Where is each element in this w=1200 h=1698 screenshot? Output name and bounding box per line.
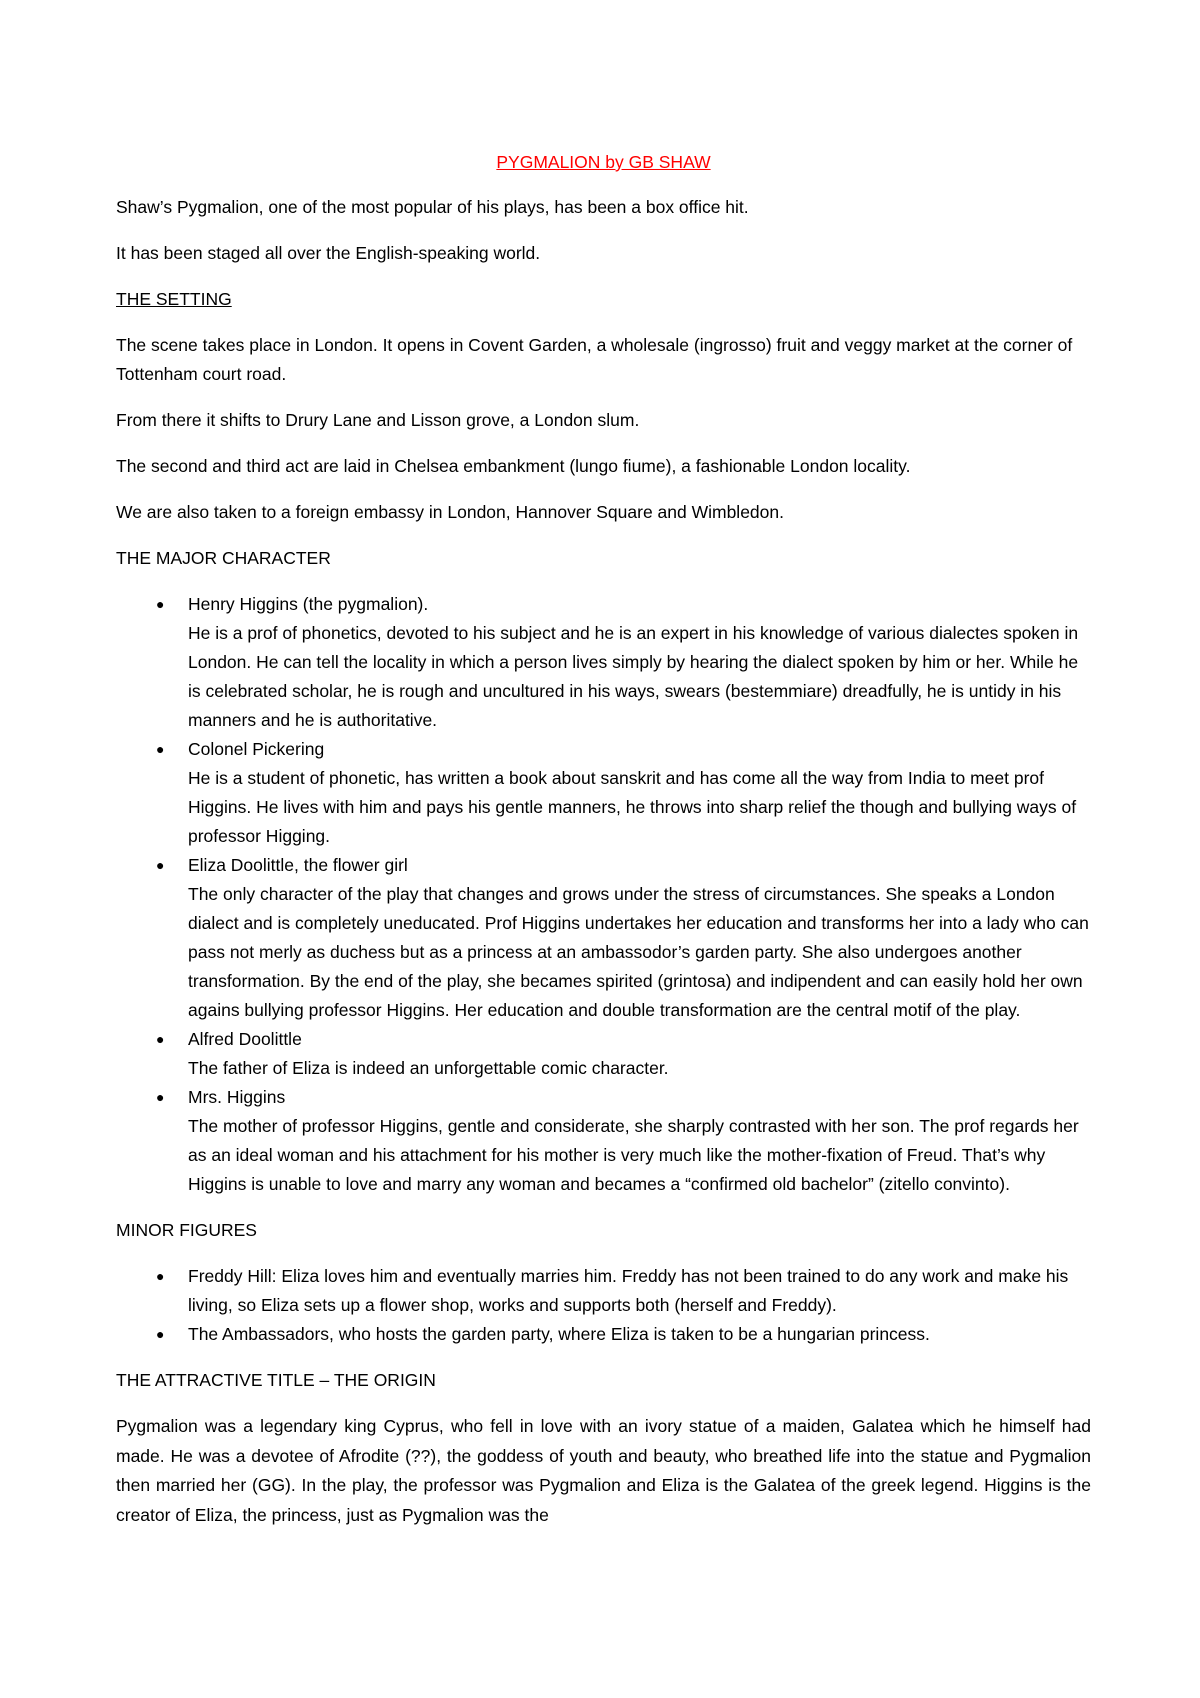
character-description: He is a student of phonetic, has written a book about sanskrit and has come all the way from India to meet prof Higgins. He lives with him and pays his gentle manners, he throws into sharp relief the though and bullying ways of professor Higging.	[188, 768, 1077, 846]
origin-heading: THE ATTRACTIVE TITLE – THE ORIGIN	[116, 1370, 436, 1390]
list-item	[116, 1262, 1091, 1320]
list-item	[116, 851, 1091, 1025]
minor-figures-list	[116, 1262, 1091, 1349]
list-item	[116, 1320, 1091, 1349]
origin-paragraph: Pygmalion was a legendary king Cyprus, who fell in love with an ivory statue of a maiden, Galatea which he himself had made. He was a devotee of Afrodite (??), the goddess of youth and beauty, who breathed life into the statue and Pygmalion then married her (GG). In the play, the professor was Pygmalion and Eliza is the Galatea of the greek legend. Higgins is the creator of Eliza, the princess, just as Pygmalion was the	[116, 1416, 1091, 1525]
character-name: Eliza Doolittle, the flower girl	[188, 855, 408, 875]
intro-paragraph: It has been staged all over the English-speaking world.	[116, 243, 541, 263]
bullet-icon: ●	[156, 1089, 165, 1105]
setting-paragraph: The second and third act are laid in Chelsea embankment (lungo fiume), a fashionable London locality.	[116, 456, 911, 476]
character-description: The mother of professor Higgins, gentle and considerate, she sharply contrasted with her son. The prof regards her as an ideal woman and his attachment for his mother is very much like the mother-fixation of Freud. That’s why Higgins is unable to love and marry any woman and becames a “confirmed old bachelor” (zitello convinto).	[188, 1116, 1079, 1194]
bullet-icon: ●	[156, 741, 165, 757]
character-name: Colonel Pickering	[188, 739, 325, 759]
character-description: The father of Eliza is indeed an unforgettable comic character.	[188, 1058, 669, 1078]
character-name: Alfred Doolittle	[188, 1029, 302, 1049]
character-name: Henry Higgins (the pygmalion).	[188, 594, 429, 614]
setting-paragraph: From there it shifts to Drury Lane and Lisson grove, a London slum.	[116, 410, 640, 430]
setting-heading: THE SETTING	[116, 289, 232, 309]
minor-figure-text: Freddy Hill: Eliza loves him and eventually marries him. Freddy has not been trained to do any work and make his living, so Eliza sets up a flower shop, works and supports both (herself and Freddy).	[188, 1266, 1069, 1315]
document-title: PYGMALION by GB SHAW	[496, 152, 711, 172]
setting-paragraph: We are also taken to a foreign embassy in London, Hannover Square and Wimbledon.	[116, 502, 784, 522]
list-item	[116, 1083, 1091, 1199]
list-item	[116, 1025, 1091, 1083]
character-description: The only character of the play that changes and grows under the stress of circumstances. She speaks a London dialect and is completely uneducated. Prof Higgins undertakes her education and transforms her into a lady who can pass not merly as duchess but as a princess at an ambassodor’s garden party. She also undergoes another transformation. By the end of the play, she becames spirited (grintosa) and indipendent and can easily hold her own agains bullying professor Higgins. Her education and double transformation are the central motif of the play.	[188, 884, 1089, 1020]
bullet-icon: ●	[156, 596, 165, 612]
major-character-list	[116, 590, 1091, 1199]
document-page	[116, 140, 1091, 1530]
bullet-icon: ●	[156, 1031, 165, 1047]
intro-paragraph: Shaw’s Pygmalion, one of the most popular of his plays, has been a box office hit.	[116, 197, 749, 217]
list-item	[116, 590, 1091, 735]
character-name: Mrs. Higgins	[188, 1087, 286, 1107]
bullet-icon: ●	[156, 1268, 165, 1284]
minor-figure-text: The Ambassadors, who hosts the garden party, where Eliza is taken to be a hungarian princess.	[188, 1324, 930, 1344]
bullet-icon: ●	[156, 1326, 165, 1342]
list-item	[116, 735, 1091, 851]
minor-figures-heading: MINOR FIGURES	[116, 1220, 257, 1240]
character-description: He is a prof of phonetics, devoted to his subject and he is an expert in his knowledge of various dialectes spoken in London. He can tell the locality in which a person lives simply by hearing the dialect spoken by him or her. While he is celebrated scholar, he is rough and uncultured in his ways, swears (bestemmiare) dreadfully, he is untidy in his manners and he is authoritative.	[188, 623, 1079, 730]
setting-paragraph: The scene takes place in London. It opens in Covent Garden, a wholesale (ingrosso) fruit and veggy market at the corner of Tottenham court road.	[116, 335, 1073, 384]
major-character-heading: THE MAJOR CHARACTER	[116, 548, 331, 568]
bullet-icon: ●	[156, 857, 165, 873]
